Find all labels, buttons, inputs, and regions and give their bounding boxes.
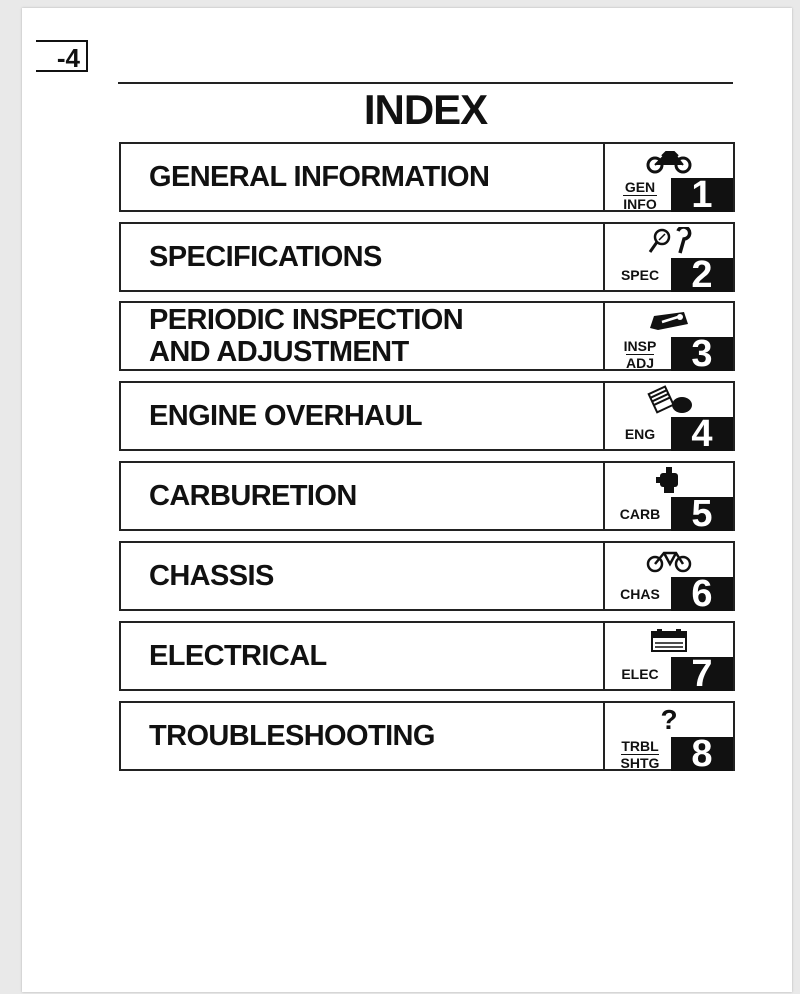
section-tab[interactable] bbox=[603, 144, 733, 216]
section-number: 6 bbox=[671, 577, 733, 611]
section-number: 5 bbox=[671, 497, 733, 531]
section-title: ENGINE OVERHAUL bbox=[149, 400, 422, 432]
section-abbreviation: INSP ADJ bbox=[623, 337, 657, 371]
section-number: 7 bbox=[671, 657, 733, 691]
section-title: TROUBLESHOOTING bbox=[149, 720, 435, 752]
bicycle-frame-icon bbox=[605, 543, 733, 577]
section-number: 1 bbox=[671, 178, 733, 212]
top-rule bbox=[118, 82, 733, 84]
battery-icon bbox=[605, 623, 733, 657]
section-number: 4 bbox=[671, 417, 733, 451]
hand-wrench-icon bbox=[605, 303, 733, 337]
section-tab[interactable] bbox=[603, 224, 733, 296]
question-mark-icon: ? bbox=[660, 704, 678, 735]
section-number: 3 bbox=[671, 337, 733, 371]
section-title: CHASSIS bbox=[149, 560, 274, 592]
section-abbreviation: ENG bbox=[624, 426, 656, 442]
index-entry-electrical[interactable] bbox=[119, 621, 735, 695]
section-title: GENERAL INFORMATION bbox=[149, 161, 490, 193]
index-entry-chassis[interactable] bbox=[119, 541, 735, 615]
section-abbreviation: ELEC bbox=[621, 666, 659, 682]
carburetor-icon bbox=[605, 463, 733, 497]
index-entry-specifications[interactable] bbox=[119, 222, 735, 296]
piston-icon bbox=[605, 383, 733, 417]
section-abbreviation: GEN INFO bbox=[623, 178, 657, 212]
index-entry-troubleshooting[interactable] bbox=[119, 701, 735, 775]
section-title: PERIODIC INSPECTION AND ADJUSTMENT bbox=[149, 304, 464, 368]
section-tab[interactable] bbox=[603, 703, 733, 775]
section-tab[interactable] bbox=[603, 383, 733, 455]
section-abbreviation: TRBL SHTG bbox=[620, 737, 660, 771]
wrench-gauge-icon bbox=[605, 224, 733, 258]
section-tab[interactable] bbox=[603, 303, 733, 375]
section-title: CARBURETION bbox=[149, 480, 357, 512]
section-title: SPECIFICATIONS bbox=[149, 241, 382, 273]
section-abbreviation: SPEC bbox=[620, 267, 660, 283]
page-number: -4 bbox=[36, 40, 88, 72]
index-entry-carburetion[interactable] bbox=[119, 461, 735, 535]
index-entry-engine-overhaul[interactable] bbox=[119, 381, 735, 455]
section-abbreviation: CHAS bbox=[620, 586, 660, 602]
motorcycle-icon bbox=[605, 144, 733, 178]
section-number: 8 bbox=[671, 737, 733, 771]
section-tab[interactable] bbox=[603, 623, 733, 695]
section-number: 2 bbox=[671, 258, 733, 292]
section-tab[interactable] bbox=[603, 463, 733, 535]
section-title: ELECTRICAL bbox=[149, 640, 327, 672]
page-title: INDEX bbox=[363, 86, 488, 133]
section-abbreviation: CARB bbox=[619, 506, 661, 522]
index-entry-general-information[interactable] bbox=[119, 142, 735, 216]
section-tab[interactable] bbox=[603, 543, 733, 615]
index-entry-periodic-inspection[interactable] bbox=[119, 301, 735, 375]
